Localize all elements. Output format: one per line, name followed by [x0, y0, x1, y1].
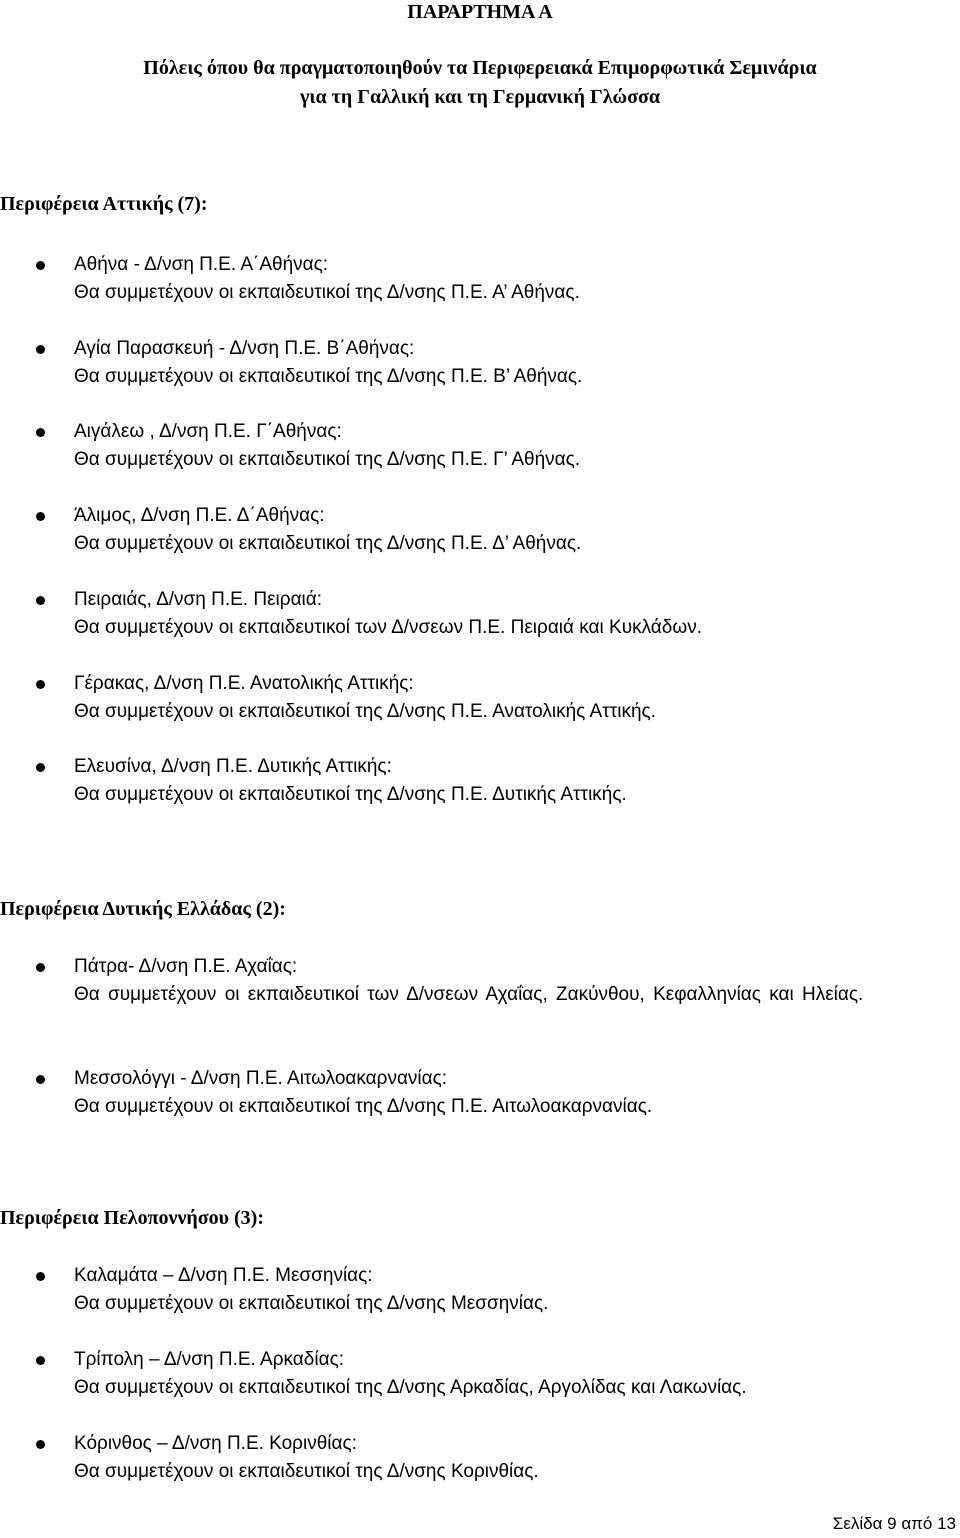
bullet-icon [36, 763, 45, 772]
page-number: Σελίδα 9 από 13 [832, 1514, 956, 1533]
item-title: Άλιμος, Δ/νση Π.Ε. Δ΄Αθήνας: [74, 505, 325, 526]
item-description: Θα συμμετέχουν οι εκπαιδευτικοί της Δ/νσης Κορινθίας. [74, 1461, 539, 1482]
item-description: Θα συμμετέχουν οι εκπαιδευτικοί της Δ/νσης Π.Ε. Δυτικής Αττικής. [74, 784, 627, 805]
item-description: Θα συμμετέχουν οι εκπαιδευτικοί των Δ/νσεων Αχαΐας, Ζακύνθου, Κεφαλληνίας και Ηλείας. [74, 984, 864, 1005]
item-description: Θα συμμετέχουν οι εκπαιδευτικοί της Δ/νσης Π.Ε. Δ’ Αθήνας. [74, 533, 582, 554]
item-title: Αγία Παρασκευή - Δ/νση Π.Ε. Β΄Αθήνας: [74, 338, 415, 359]
section-heading-western-greece: Περιφέρεια Δυτικής Ελλάδας (2): [0, 898, 286, 920]
item-title: Τρίπολη – Δ/νση Π.Ε. Αρκαδίας: [74, 1349, 344, 1370]
item-description: Θα συμμετέχουν οι εκπαιδευτικοί της Δ/νσης Αρκαδίας, Αργολίδας και Λακωνίας. [74, 1377, 747, 1398]
item-title: Αιγάλεω , Δ/νση Π.Ε. Γ΄Αθήνας: [74, 421, 342, 442]
section-heading-attica: Περιφέρεια Αττικής (7): [0, 193, 208, 215]
item-description: Θα συμμετέχουν οι εκπαιδευτικοί της Δ/νσης Μεσσηνίας. [74, 1293, 549, 1314]
item-title: Πάτρα- Δ/νση Π.Ε. Αχαΐας: [74, 956, 298, 977]
bullet-icon [36, 963, 45, 972]
item-title: Κόρινθος – Δ/νση Π.Ε. Κορινθίας: [74, 1433, 357, 1454]
document-title: ΠΑΡΑΡΤΗΜΑ Α [407, 1, 553, 23]
section-heading-peloponnese: Περιφέρεια Πελοποννήσου (3): [0, 1207, 264, 1229]
document-subtitle-line-2: για τη Γαλλική και τη Γερμανική Γλώσσα [299, 86, 661, 108]
item-title: Γέρακας, Δ/νση Π.Ε. Ανατολικής Αττικής: [74, 673, 414, 694]
item-description: Θα συμμετέχουν οι εκπαιδευτικοί της Δ/νσης Π.Ε. Α’ Αθήνας. [74, 282, 580, 303]
bullet-icon [36, 428, 45, 437]
bullet-icon [36, 1440, 45, 1449]
item-description: Θα συμμετέχουν οι εκπαιδευτικοί της Δ/νσης Π.Ε. Αιτωλοακαρνανίας. [74, 1096, 653, 1117]
document-subtitle-line-1: Πόλεις όπου θα πραγματοποιηθούν τα Περιφερειακά Επιμορφωτικά Σεμινάρια [143, 57, 817, 79]
bullet-icon [36, 1356, 45, 1365]
item-title: Πειραιάς, Δ/νση Π.Ε. Πειραιά: [74, 589, 323, 610]
item-title: Αθήνα - Δ/νση Π.Ε. Α΄Αθήνας: [74, 254, 329, 275]
bullet-icon [36, 1075, 45, 1084]
bullet-icon [36, 345, 45, 354]
bullet-icon [36, 596, 45, 605]
bullet-icon [36, 512, 45, 521]
item-description: Θα συμμετέχουν οι εκπαιδευτικοί της Δ/νσης Π.Ε. Β’ Αθήνας. [74, 366, 583, 387]
bullet-icon [36, 1272, 45, 1281]
bullet-icon [36, 261, 45, 270]
item-title: Μεσσολόγγι - Δ/νση Π.Ε. Αιτωλοακαρνανίας: [74, 1068, 448, 1089]
bullet-icon [36, 680, 45, 689]
item-title: Καλαμάτα – Δ/νση Π.Ε. Μεσσηνίας: [74, 1265, 373, 1286]
item-description: Θα συμμετέχουν οι εκπαιδευτικοί της Δ/νσης Π.Ε. Ανατολικής Αττικής. [74, 701, 656, 722]
item-description: Θα συμμετέχουν οι εκπαιδευτικοί της Δ/νσης Π.Ε. Γ’ Αθήνας. [74, 449, 581, 470]
item-description: Θα συμμετέχουν οι εκπαιδευτικοί των Δ/νσεων Π.Ε. Πειραιά και Κυκλάδων. [74, 617, 702, 638]
item-title: Ελευσίνα, Δ/νση Π.Ε. Δυτικής Αττικής: [74, 756, 392, 777]
